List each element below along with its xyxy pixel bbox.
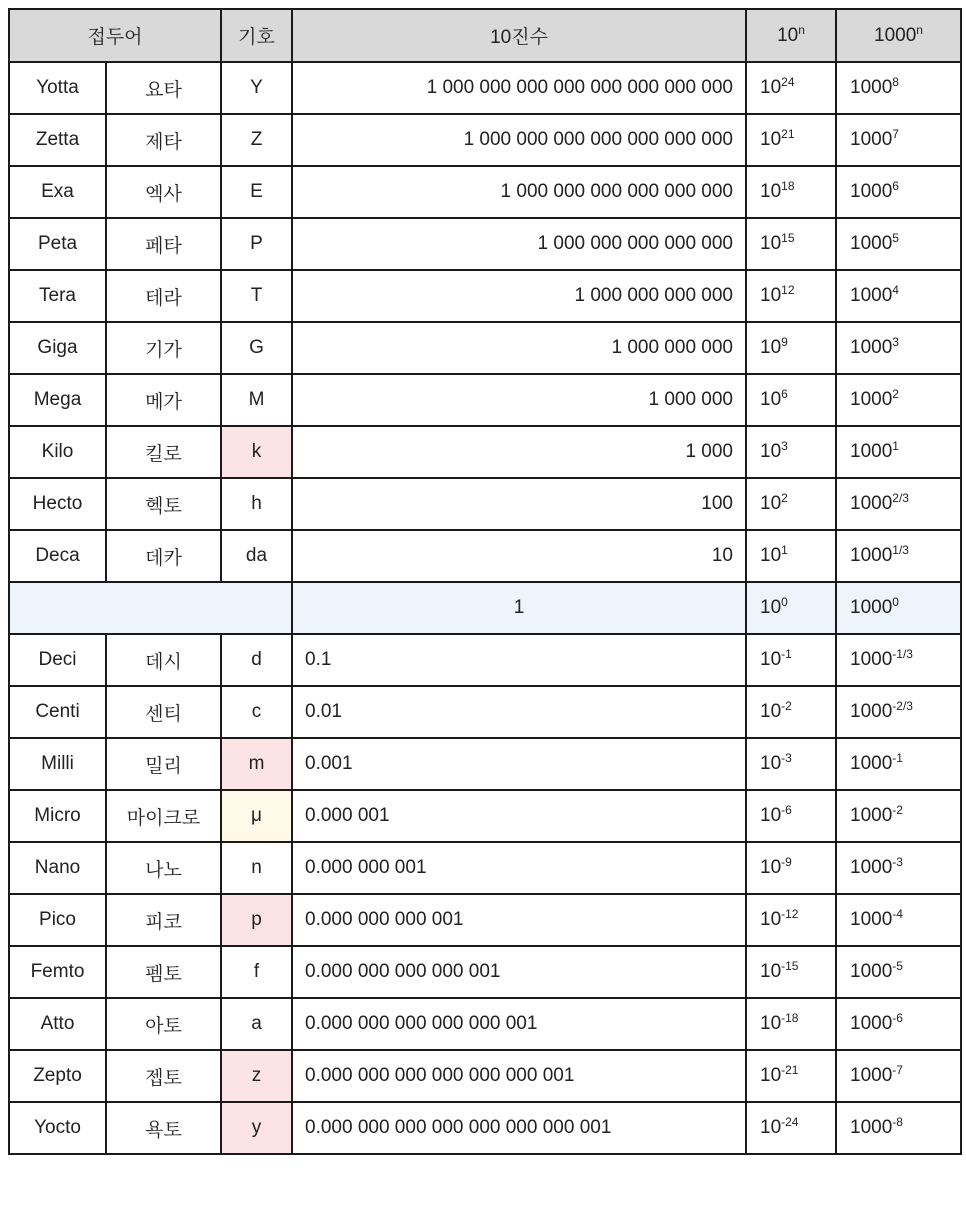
power-of-thousand: [836, 1050, 961, 1102]
power-of-thousand-exponent: -6: [892, 1011, 903, 1025]
decimal-value: 1 000: [292, 426, 746, 478]
prefix-korean: 테라: [106, 270, 221, 322]
table-row: [9, 166, 961, 218]
table-row: [9, 62, 961, 114]
prefix-symbol: Z: [221, 114, 292, 166]
power-of-ten-base: 10: [760, 857, 782, 878]
power-of-ten-base: 10: [760, 77, 782, 98]
power-of-thousand: [836, 270, 961, 322]
decimal-value: 1: [292, 582, 746, 634]
power-of-ten-exponent: 3: [781, 439, 788, 453]
table-row: [9, 946, 961, 998]
prefix-english: Yotta: [9, 62, 106, 114]
prefix-symbol: da: [221, 530, 292, 582]
power-of-ten-exponent: -3: [781, 751, 792, 765]
power-of-thousand-base: 1000: [850, 129, 893, 150]
prefix-english: Mega: [9, 374, 106, 426]
prefix-english: Centi: [9, 686, 106, 738]
prefix-symbol: p: [221, 894, 292, 946]
prefix-english: Femto: [9, 946, 106, 998]
power-of-ten-exponent: 1: [781, 543, 788, 557]
prefix-korean: 센티: [106, 686, 221, 738]
power-of-ten-base: 10: [760, 285, 782, 306]
header-power-of-thousand: [836, 9, 961, 62]
prefix-english: Peta: [9, 218, 106, 270]
table-row-unity: [9, 582, 961, 634]
power-of-ten-base: 10: [760, 389, 782, 410]
power-of-ten: [746, 998, 836, 1050]
power-of-ten-exponent: -21: [781, 1063, 799, 1077]
prefix-korean: 데카: [106, 530, 221, 582]
power-of-ten: [746, 530, 836, 582]
power-of-ten: [746, 686, 836, 738]
power-of-thousand-exponent: 1: [892, 439, 899, 453]
power-of-ten: [746, 374, 836, 426]
power-of-thousand: [836, 582, 961, 634]
si-prefix-table: [8, 8, 962, 1155]
power-of-thousand-exponent: 3: [892, 335, 899, 349]
power-of-thousand-base: 1000: [850, 545, 893, 566]
power-of-ten-exponent: 24: [781, 75, 795, 89]
power-of-thousand: [836, 166, 961, 218]
prefix-english: Hecto: [9, 478, 106, 530]
power-of-thousand-base: 1000: [850, 1065, 893, 1086]
prefix-korean: 메가: [106, 374, 221, 426]
power-of-thousand: [836, 322, 961, 374]
power-of-ten: [746, 478, 836, 530]
power-of-thousand-exponent: 2/3: [892, 491, 909, 505]
header-row: [9, 9, 961, 62]
prefix-english: Zepto: [9, 1050, 106, 1102]
power-of-ten: [746, 582, 836, 634]
power-of-thousand: [836, 62, 961, 114]
prefix-english: Pico: [9, 894, 106, 946]
prefix-english: Deca: [9, 530, 106, 582]
prefix-symbol: μ: [221, 790, 292, 842]
power-of-thousand-exponent: -2: [892, 803, 903, 817]
prefix-korean: 데시: [106, 634, 221, 686]
table-row: [9, 374, 961, 426]
power-of-ten-base: 10: [760, 129, 782, 150]
prefix-english: Yocto: [9, 1102, 106, 1154]
power-of-thousand: [836, 894, 961, 946]
power-of-ten-exponent: 15: [781, 231, 795, 245]
header-power-of-ten-exp: n: [798, 22, 805, 37]
prefix-symbol: n: [221, 842, 292, 894]
prefix-korean: 나노: [106, 842, 221, 894]
power-of-ten-base: 10: [760, 649, 782, 670]
power-of-ten-exponent: 9: [781, 335, 788, 349]
power-of-ten-exponent: 6: [781, 387, 788, 401]
table-row: [9, 114, 961, 166]
power-of-thousand-base: 1000: [850, 1117, 893, 1138]
power-of-ten: [746, 634, 836, 686]
prefix-korean: 밀리: [106, 738, 221, 790]
power-of-ten-exponent: -2: [781, 699, 792, 713]
power-of-ten-base: 10: [760, 1013, 782, 1034]
prefix-symbol: k: [221, 426, 292, 478]
power-of-ten: [746, 270, 836, 322]
decimal-value: 0.001: [292, 738, 746, 790]
prefix-korean: 젭토: [106, 1050, 221, 1102]
power-of-thousand-exponent: -5: [892, 959, 903, 973]
power-of-thousand-exponent: -8: [892, 1115, 903, 1129]
power-of-thousand: [836, 530, 961, 582]
power-of-thousand: [836, 426, 961, 478]
power-of-ten: [746, 1102, 836, 1154]
prefix-symbol: c: [221, 686, 292, 738]
table-row: [9, 790, 961, 842]
table-row: [9, 894, 961, 946]
power-of-thousand-exponent: -2/3: [892, 699, 913, 713]
table-row: [9, 634, 961, 686]
power-of-thousand-exponent: -4: [892, 907, 903, 921]
power-of-ten-base: 10: [760, 753, 782, 774]
power-of-ten-base: 10: [760, 233, 782, 254]
power-of-ten: [746, 114, 836, 166]
table-row: [9, 1050, 961, 1102]
power-of-thousand-base: 1000: [850, 181, 893, 202]
power-of-thousand-base: 1000: [850, 493, 893, 514]
decimal-value: 0.000 000 000 000 000 000 000 001: [292, 1102, 746, 1154]
power-of-thousand: [836, 1102, 961, 1154]
power-of-ten-exponent: -15: [781, 959, 799, 973]
prefix-symbol: f: [221, 946, 292, 998]
prefix-korean: 아토: [106, 998, 221, 1050]
prefix-korean: 피코: [106, 894, 221, 946]
power-of-ten-base: 10: [760, 441, 782, 462]
power-of-thousand: [836, 946, 961, 998]
power-of-ten: [746, 322, 836, 374]
decimal-value: 1 000 000 000 000: [292, 270, 746, 322]
prefix-english: Deci: [9, 634, 106, 686]
power-of-thousand: [836, 686, 961, 738]
power-of-ten-exponent: -6: [781, 803, 792, 817]
table-row: [9, 426, 961, 478]
power-of-thousand: [836, 114, 961, 166]
power-of-ten-base: 10: [760, 493, 782, 514]
table-row: [9, 1102, 961, 1154]
power-of-thousand-exponent: 1/3: [892, 543, 909, 557]
power-of-ten-base: 10: [760, 545, 782, 566]
power-of-ten: [746, 894, 836, 946]
power-of-thousand-exponent: 6: [892, 179, 899, 193]
power-of-thousand: [836, 634, 961, 686]
power-of-ten-base: 10: [760, 961, 782, 982]
header-power-of-ten-base: 10: [777, 24, 799, 46]
power-of-ten-exponent: 12: [781, 283, 795, 297]
power-of-thousand: [836, 738, 961, 790]
decimal-value: 1 000 000 000 000 000 000 000 000: [292, 62, 746, 114]
prefix-english: Kilo: [9, 426, 106, 478]
power-of-ten-base: 10: [760, 181, 782, 202]
power-of-thousand-base: 1000: [850, 909, 893, 930]
prefix-korean: 욕토: [106, 1102, 221, 1154]
table-row: [9, 478, 961, 530]
power-of-thousand-base: 1000: [850, 285, 893, 306]
prefix-korean: 페타: [106, 218, 221, 270]
decimal-value: 10: [292, 530, 746, 582]
table-row: [9, 998, 961, 1050]
power-of-ten: [746, 790, 836, 842]
prefix-symbol: h: [221, 478, 292, 530]
header-decimal: 10진수: [292, 9, 746, 62]
power-of-thousand-base: 1000: [850, 961, 893, 982]
power-of-ten-base: 10: [760, 1065, 782, 1086]
power-of-thousand-exponent: -3: [892, 855, 903, 869]
decimal-value: 0.01: [292, 686, 746, 738]
prefix-english: Zetta: [9, 114, 106, 166]
table-row: [9, 218, 961, 270]
prefix-symbol: E: [221, 166, 292, 218]
decimal-value: 1 000 000 000 000 000 000: [292, 166, 746, 218]
table-row: [9, 738, 961, 790]
table-row: [9, 530, 961, 582]
power-of-ten: [746, 62, 836, 114]
prefix-symbol: d: [221, 634, 292, 686]
prefix-english: Exa: [9, 166, 106, 218]
power-of-ten-exponent: -24: [781, 1115, 799, 1129]
power-of-ten: [746, 1050, 836, 1102]
prefix-english: Tera: [9, 270, 106, 322]
header-power-of-thousand-base: 1000: [874, 24, 917, 46]
power-of-thousand-exponent: 0: [892, 595, 899, 609]
decimal-value: 1 000 000 000 000 000: [292, 218, 746, 270]
header-power-of-ten: [746, 9, 836, 62]
power-of-ten-base: 10: [760, 805, 782, 826]
decimal-value: 0.000 000 001: [292, 842, 746, 894]
header-prefix: 접두어: [9, 9, 221, 62]
decimal-value: 0.000 000 000 000 000 000 001: [292, 1050, 746, 1102]
decimal-value: 0.000 000 000 000 001: [292, 946, 746, 998]
power-of-thousand: [836, 790, 961, 842]
power-of-ten: [746, 946, 836, 998]
decimal-value: 1 000 000: [292, 374, 746, 426]
table-row: [9, 842, 961, 894]
table-row: [9, 322, 961, 374]
prefix-symbol: Y: [221, 62, 292, 114]
table-row: [9, 686, 961, 738]
decimal-value: 0.000 001: [292, 790, 746, 842]
power-of-ten-exponent: -9: [781, 855, 792, 869]
prefix-symbol: a: [221, 998, 292, 1050]
power-of-thousand-exponent: -1/3: [892, 647, 913, 661]
power-of-ten-base: 10: [760, 597, 782, 618]
power-of-ten: [746, 738, 836, 790]
decimal-value: 1 000 000 000 000 000 000 000: [292, 114, 746, 166]
power-of-ten-exponent: 0: [781, 595, 788, 609]
power-of-thousand-base: 1000: [850, 389, 893, 410]
power-of-ten-exponent: -1: [781, 647, 792, 661]
power-of-thousand-exponent: 7: [892, 127, 899, 141]
prefix-english: Nano: [9, 842, 106, 894]
unity-prefix-cell: [9, 582, 292, 634]
power-of-thousand: [836, 374, 961, 426]
power-of-ten: [746, 426, 836, 478]
power-of-thousand-base: 1000: [850, 597, 893, 618]
prefix-english: Giga: [9, 322, 106, 374]
power-of-thousand: [836, 218, 961, 270]
prefix-english: Micro: [9, 790, 106, 842]
power-of-thousand: [836, 842, 961, 894]
power-of-thousand-base: 1000: [850, 337, 893, 358]
prefix-symbol: P: [221, 218, 292, 270]
table-row: [9, 270, 961, 322]
power-of-thousand-base: 1000: [850, 805, 893, 826]
power-of-thousand-exponent: -1: [892, 751, 903, 765]
power-of-ten-base: 10: [760, 909, 782, 930]
prefix-korean: 펨토: [106, 946, 221, 998]
power-of-ten: [746, 166, 836, 218]
power-of-thousand-exponent: 2: [892, 387, 899, 401]
power-of-thousand-exponent: 5: [892, 231, 899, 245]
power-of-thousand-base: 1000: [850, 441, 893, 462]
power-of-thousand-base: 1000: [850, 233, 893, 254]
header-symbol: 기호: [221, 9, 292, 62]
decimal-value: 0.1: [292, 634, 746, 686]
decimal-value: 0.000 000 000 001: [292, 894, 746, 946]
decimal-value: 1 000 000 000: [292, 322, 746, 374]
power-of-ten-exponent: -12: [781, 907, 799, 921]
power-of-thousand-base: 1000: [850, 701, 893, 722]
prefix-korean: 마이크로: [106, 790, 221, 842]
prefix-korean: 헥토: [106, 478, 221, 530]
power-of-thousand-base: 1000: [850, 649, 893, 670]
power-of-thousand-base: 1000: [850, 753, 893, 774]
power-of-thousand-base: 1000: [850, 77, 893, 98]
prefix-english: Atto: [9, 998, 106, 1050]
header-power-of-thousand-exp: n: [916, 22, 923, 37]
decimal-value: 0.000 000 000 000 000 001: [292, 998, 746, 1050]
power-of-ten-base: 10: [760, 701, 782, 722]
power-of-ten: [746, 842, 836, 894]
power-of-ten-exponent: -18: [781, 1011, 799, 1025]
power-of-thousand-exponent: 8: [892, 75, 899, 89]
prefix-symbol: m: [221, 738, 292, 790]
prefix-korean: 기가: [106, 322, 221, 374]
prefix-korean: 킬로: [106, 426, 221, 478]
decimal-value: 100: [292, 478, 746, 530]
power-of-thousand-base: 1000: [850, 857, 893, 878]
prefix-symbol: z: [221, 1050, 292, 1102]
power-of-ten-base: 10: [760, 337, 782, 358]
table-body: [9, 62, 961, 1154]
power-of-ten: [746, 218, 836, 270]
power-of-thousand-exponent: -7: [892, 1063, 903, 1077]
power-of-thousand-exponent: 4: [892, 283, 899, 297]
power-of-ten-exponent: 21: [781, 127, 795, 141]
power-of-thousand: [836, 478, 961, 530]
prefix-symbol: G: [221, 322, 292, 374]
prefix-korean: 엑사: [106, 166, 221, 218]
power-of-ten-base: 10: [760, 1117, 782, 1138]
prefix-symbol: T: [221, 270, 292, 322]
power-of-ten-exponent: 18: [781, 179, 795, 193]
prefix-symbol: y: [221, 1102, 292, 1154]
power-of-thousand: [836, 998, 961, 1050]
power-of-thousand-base: 1000: [850, 1013, 893, 1034]
power-of-ten-exponent: 2: [781, 491, 788, 505]
prefix-korean: 제타: [106, 114, 221, 166]
prefix-korean: 요타: [106, 62, 221, 114]
prefix-english: Milli: [9, 738, 106, 790]
prefix-symbol: M: [221, 374, 292, 426]
